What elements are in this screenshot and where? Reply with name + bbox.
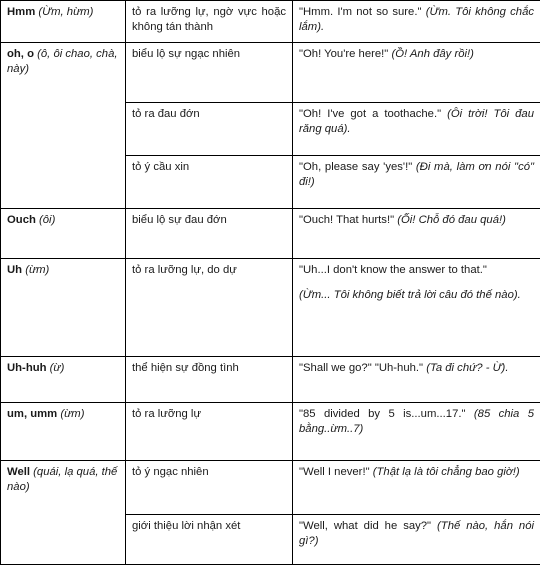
example-translation: (Đi mà, làm ơn nói "có" đi!) — [299, 161, 535, 188]
interjection-meaning: (ừm) — [60, 408, 85, 420]
example-sentence: "Uh...I don't know the answer to that." — [299, 264, 487, 276]
example-cell — [293, 1, 540, 43]
word-cell — [1, 357, 126, 403]
example-cell — [293, 403, 540, 461]
interjection-word: Uh — [7, 264, 23, 276]
example-cell — [293, 461, 540, 515]
word-cell — [1, 461, 126, 565]
example-translation: (Thật lạ là tôi chẳng bao giờ!) — [372, 466, 520, 478]
example-translation: (85 chia 5 bằng..ừm..7) — [299, 408, 534, 435]
table-row — [1, 461, 540, 515]
example-sentence: "85 divided by 5 is...um...17." — [299, 408, 466, 420]
example-sentence: "Well, what did he say?" — [299, 520, 432, 532]
interjection-meaning: (ừ) — [49, 362, 65, 374]
example-translation: (Ừm. Tôi không chắc lắm). — [299, 6, 535, 33]
interjection-word: Uh-huh — [7, 362, 47, 374]
interjection-meaning: (quái, lạ quá, thế nào) — [7, 466, 118, 493]
table-row — [1, 43, 540, 103]
usage-cell: tỏ ra lưỡng lự, do dự — [126, 259, 293, 357]
example-translation: (Ừm... Tôi không biết trả lời câu đó thế nào). — [299, 288, 521, 301]
interjection-word: um, umm — [7, 408, 58, 420]
usage-cell: tỏ ý ngạc nhiên — [126, 461, 293, 515]
example-translation: (Ôi trời! Tôi đau răng quá). — [299, 108, 534, 135]
example-cell — [293, 259, 540, 357]
example-sentence: "Ouch! That hurts!" — [299, 214, 395, 226]
example-cell — [293, 103, 540, 156]
example-cell — [293, 43, 540, 103]
table-row — [1, 1, 540, 43]
table-row — [1, 259, 540, 357]
interjection-word: Hmm — [7, 6, 36, 18]
word-cell — [1, 1, 126, 43]
usage-cell: thể hiện sự đồng tình — [126, 357, 293, 403]
usage-cell: tỏ ra lưỡng lự — [126, 403, 293, 461]
example-sentence: "Shall we go?" "Uh-huh." — [299, 362, 424, 374]
example-translation: (Ta đi chứ? - Ừ). — [426, 362, 509, 374]
usage-cell: tỏ ra đau đớn — [126, 103, 293, 156]
example-cell — [293, 515, 540, 565]
example-translation: (Thế nào, hắn nói gì?) — [299, 520, 535, 547]
example-sentence: "Oh! You're here!" — [299, 48, 389, 60]
spacer — [299, 278, 534, 288]
interjection-meaning: (ô, ôi chao, chà, này) — [7, 48, 118, 75]
interjection-word: oh, o — [7, 48, 34, 60]
example-sentence: "Well I never!" — [299, 466, 370, 478]
usage-cell: tỏ ra lưỡng lự, ngờ vực hoặc không tán thành — [126, 1, 293, 43]
example-cell — [293, 357, 540, 403]
word-cell — [1, 209, 126, 259]
example-cell — [293, 209, 540, 259]
table-row — [1, 209, 540, 259]
interjection-word: Ouch — [7, 214, 36, 226]
example-sentence: "Oh! I've got a toothache." — [299, 108, 442, 120]
example-sentence: "Oh, please say 'yes'!" — [299, 161, 413, 173]
word-cell — [1, 43, 126, 209]
usage-cell: biểu lộ sự ngạc nhiên — [126, 43, 293, 103]
usage-cell: tỏ ý cầu xin — [126, 156, 293, 209]
interjection-meaning: (Ừm, hừm) — [38, 6, 94, 18]
usage-cell: giới thiệu lời nhận xét — [126, 515, 293, 565]
word-cell — [1, 403, 126, 461]
example-cell — [293, 156, 540, 209]
example-sentence: "Hmm. I'm not so sure." — [299, 6, 422, 18]
interjection-meaning: (ôi) — [39, 214, 56, 226]
table-row — [1, 403, 540, 461]
usage-cell: biểu lộ sự đau đớn — [126, 209, 293, 259]
example-translation: (Ồ! Anh đây rồi!) — [391, 48, 474, 60]
word-cell — [1, 259, 126, 357]
example-translation: (Ối! Chỗ đó đau quá!) — [397, 214, 506, 226]
table-row — [1, 357, 540, 403]
interjection-meaning: (ừm) — [25, 264, 50, 276]
interjection-word: Well — [7, 466, 31, 478]
